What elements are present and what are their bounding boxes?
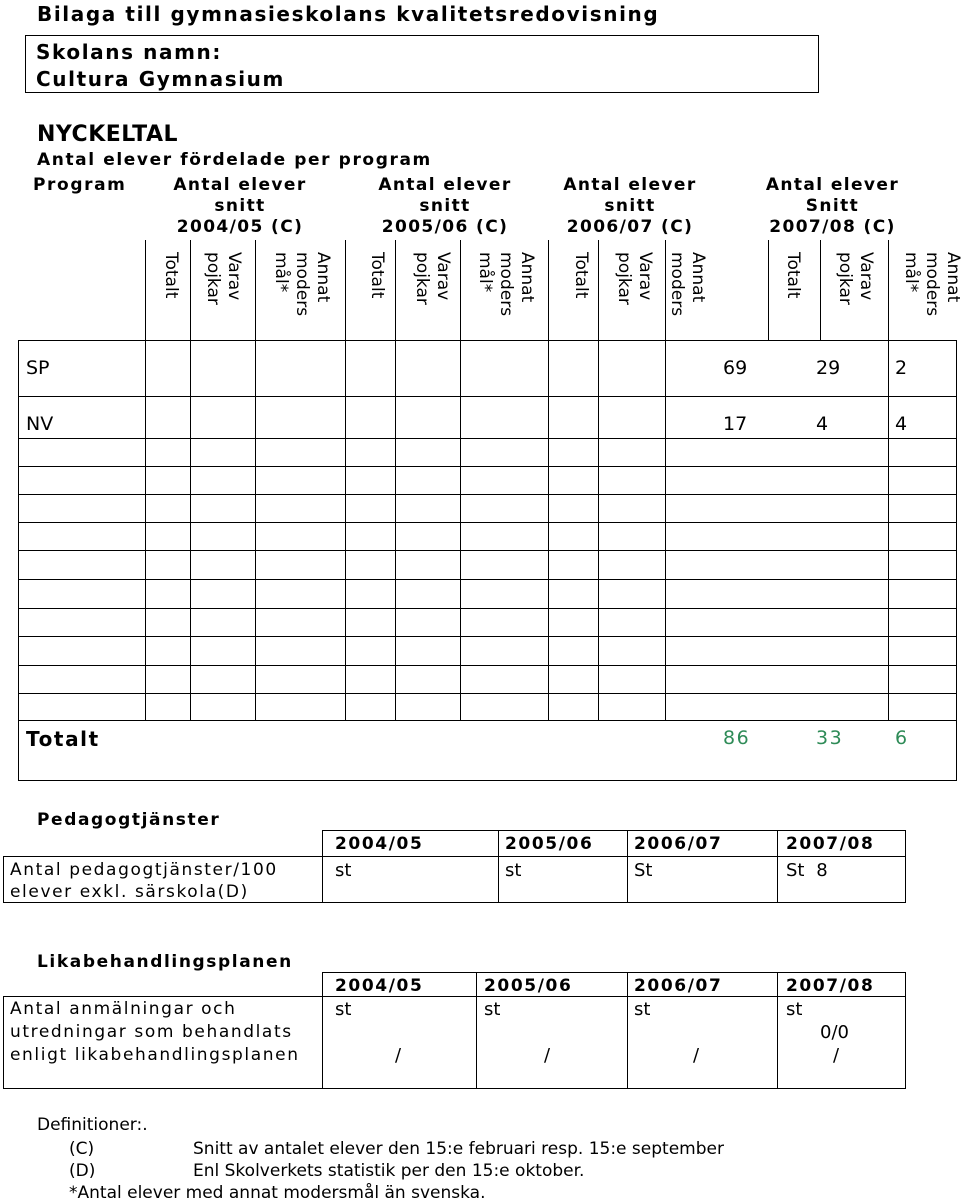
total-value: 17 xyxy=(723,413,748,435)
year-header-2007: Antal elever Snitt 2007/08 (C) xyxy=(765,175,900,237)
subheader-annat-modersmal: Annat moders xyxy=(667,252,708,317)
definition-d-text: Enl Skolverkets statistik per den 15:e oktober. xyxy=(193,1161,585,1181)
pedagog-year-2005: 2005/06 xyxy=(505,834,594,854)
likabehandling-row-label: utredningar som behandlats xyxy=(10,1022,293,1042)
program-name: SP xyxy=(26,357,50,379)
subheader-varav-pojkar: Varav pojkar xyxy=(412,252,453,305)
definition-c-text: Snitt av antalet elever den 15:e februari resp. 15:e september xyxy=(193,1139,724,1159)
pedagog-value: st xyxy=(505,860,522,881)
total-value: 69 xyxy=(723,357,748,379)
likabehandling-year-2005: 2005/06 xyxy=(484,976,573,996)
likabehandling-slash: / xyxy=(395,1045,402,1066)
likabehandling-value: st xyxy=(634,999,651,1020)
likabehandling-value: st xyxy=(786,999,803,1020)
subheader-totalt: Totalt xyxy=(367,252,387,299)
definition-d-key: (D) xyxy=(69,1161,96,1181)
section-heading: NYCKELTAL xyxy=(37,122,179,147)
pedagog-row-label: elever exkl. särskola(D) xyxy=(10,882,249,902)
likabehandling-year-2004: 2004/05 xyxy=(335,976,424,996)
likabehandling-value: st xyxy=(335,999,352,1020)
total-label: Totalt xyxy=(26,727,100,751)
other-language-value: 2 xyxy=(895,357,908,379)
boys-value: 29 xyxy=(816,357,841,379)
subheader-annat-modersmal: Annat moders mål* xyxy=(271,252,333,317)
subheader-totalt: Totalt xyxy=(783,252,803,299)
likabehandling-slash: / xyxy=(544,1045,551,1066)
other-language-value: 4 xyxy=(895,413,908,435)
school-label: Skolans namn: xyxy=(36,40,222,64)
likabehandling-slash: / xyxy=(693,1045,700,1066)
boys-value: 4 xyxy=(816,413,829,435)
total-value: 86 xyxy=(723,727,751,749)
pedagog-value: st xyxy=(335,860,352,881)
year-header-2005: Antal elever snitt 2005/06 (C) xyxy=(378,175,512,237)
likabehandling-year-2006: 2006/07 xyxy=(634,976,723,996)
year-header-2006: Antal elever snitt 2006/07 (C) xyxy=(563,175,697,237)
subheader-totalt: Totalt xyxy=(571,252,591,299)
subheader-totalt: Totalt xyxy=(161,252,181,299)
likabehandling-extra-value: 0/0 xyxy=(820,1022,849,1043)
pedagog-value: St xyxy=(634,860,653,881)
pedagog-value: St 8 xyxy=(786,860,828,881)
likabehandling-heading: Likabehandlingsplanen xyxy=(37,952,293,972)
likabehandling-year-2007: 2007/08 xyxy=(786,976,875,996)
likabehandling-row-label: Antal anmälningar och xyxy=(10,999,237,1019)
definition-c-key: (C) xyxy=(69,1139,95,1159)
other-language-value: 6 xyxy=(895,727,908,749)
definitions-heading: Definitioner:. xyxy=(37,1115,148,1135)
document-title: Bilaga till gymnasieskolans kvalitetsredovisning xyxy=(37,2,660,26)
subheader-varav-pojkar: Varav pojkar xyxy=(835,252,876,305)
subheader-annat-modersmal: Annat moders mål* xyxy=(475,252,537,317)
likabehandling-slash: / xyxy=(833,1045,840,1066)
pedagog-year-2007: 2007/08 xyxy=(786,834,875,854)
subheader-annat-modersmal: Annat moders mål* xyxy=(901,252,963,317)
boys-value: 33 xyxy=(816,727,844,749)
subsection-heading: Antal elever fördelade per program xyxy=(37,150,432,170)
likabehandling-row-label: enligt likabehandlingsplanen xyxy=(10,1045,300,1065)
likabehandling-value: st xyxy=(484,999,501,1020)
subheader-varav-pojkar: Varav pojkar xyxy=(203,252,244,305)
pedagog-row-label: Antal pedagogtjänster/100 xyxy=(10,860,278,880)
program-header: Program xyxy=(33,175,127,195)
program-name: NV xyxy=(26,413,54,435)
year-header-2004: Antal elever snitt 2004/05 (C) xyxy=(173,175,307,237)
subheader-varav-pojkar: Varav pojkar xyxy=(614,252,655,305)
pedagog-year-2006: 2006/07 xyxy=(634,834,723,854)
pedagog-heading: Pedagogtjänster xyxy=(37,810,221,830)
definition-note: *Antal elever med annat modersmål än svenska. xyxy=(69,1183,486,1203)
pedagog-year-2004: 2004/05 xyxy=(335,834,424,854)
school-name: Cultura Gymnasium xyxy=(36,67,285,91)
school-name-box xyxy=(25,35,819,93)
